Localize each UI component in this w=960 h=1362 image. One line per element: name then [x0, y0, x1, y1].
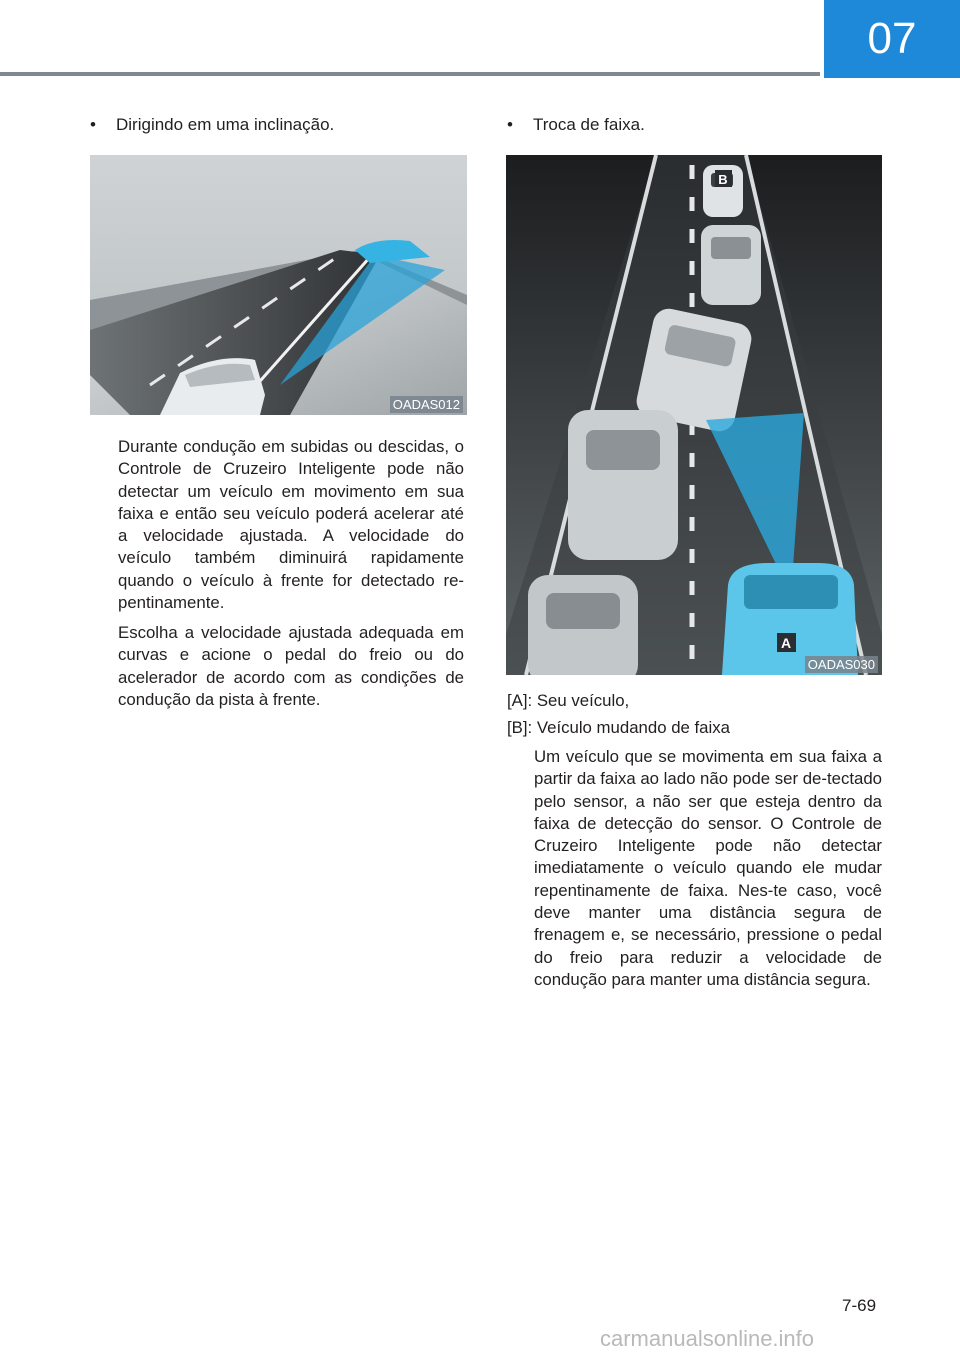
watermark: carmanualsonline.info	[600, 1326, 815, 1351]
header-rule	[0, 72, 820, 76]
slope-paragraph-1: Durante condução em subidas ou descidas, o Controle de Cruzeiro Inteligente pode não detectar um veículo em movimento em sua faixa e então seu veículo poderá acelerar até a velocidade ajustada. A velocidade do veículo também diminuirá rapidamente quando o veículo à frente for detectado re-pentinamente.	[118, 437, 464, 613]
lane-change-paragraph: Um veículo que se movimenta em sua faixa a partir da faixa ao lado não pode ser de-tectado pelo sensor, a não ser que esteja dentro da faixa de detecção do sensor. O Controle de Cruzeiro Inteligente pode não detectar imediatamente o veículo quando ele mudar repentinamente de faixa. Nes-te caso, você deve manter uma distância segura de frenagem e, se necessário, pressione o pedal do freio para reduzir a velocidade de condução para manter uma distância segura.	[534, 747, 882, 989]
lane-change-road-image	[506, 155, 882, 675]
slope-paragraph-2: Escolha a velocidade ajustada adequada em curvas e acione o pedal do freio ou do acelerador de acordo com as condições de condução da pista à frente.	[118, 623, 464, 709]
label-b: [B]: Veículo mudando de faixa	[507, 718, 730, 737]
chapter-number: 07	[867, 14, 917, 63]
bullet-dot: •	[90, 115, 96, 134]
bullet-slope	[90, 114, 334, 136]
image-code-oadas030: OADAS030	[805, 656, 878, 673]
bullet-slope-text: Dirigindo em uma inclinação.	[116, 115, 335, 134]
marker-b: B	[718, 172, 728, 187]
slope-road-image	[90, 155, 467, 415]
bullet-lane-change-text: Troca de faixa.	[533, 115, 645, 134]
label-a: [A]: Seu veículo,	[507, 691, 630, 710]
image-code-oadas012: OADAS012	[390, 396, 463, 413]
slope-illustration	[90, 155, 467, 415]
page-number: 7-69	[842, 1296, 877, 1315]
bullet-lane-change	[507, 114, 645, 136]
marker-a: A	[780, 635, 792, 651]
chapter-tab	[824, 0, 960, 78]
lane-change-illustration	[506, 155, 882, 675]
bullet-dot: •	[507, 115, 513, 134]
